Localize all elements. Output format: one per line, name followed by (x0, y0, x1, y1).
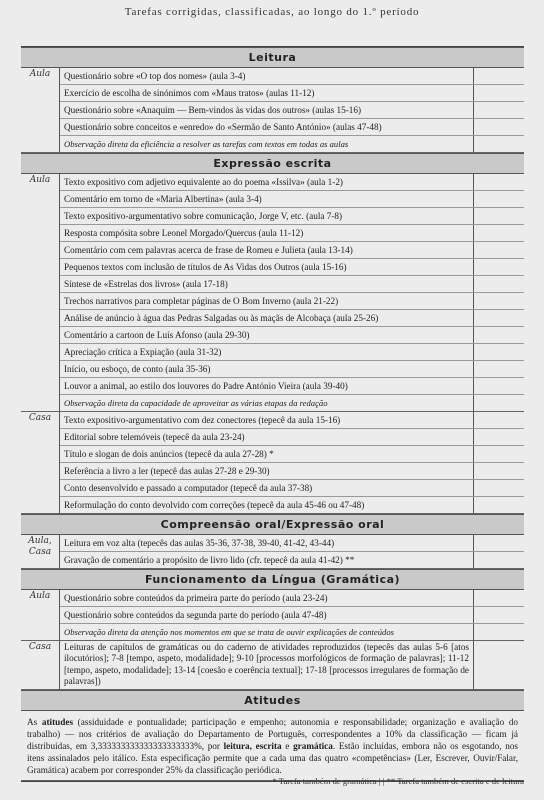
grade-cell (473, 624, 524, 640)
section-heading-expressao: Expressão escrita (21, 153, 524, 174)
table-row: Louvor a animal, ao estilo dos louvores do Padre António Vieira (aula 39-40) (60, 378, 524, 395)
grade-cell (473, 136, 524, 152)
block-label: Casa (21, 641, 60, 689)
table-row: Comentário em torno de «Maria Albertina» (aula 3-4) (60, 191, 524, 208)
section-heading-atitudes: Atitudes (21, 690, 524, 711)
table-row-observation: Observação direta da eficiência a resolver as tarefas com textos em todas as aulas (60, 136, 524, 152)
block-label: Aula (21, 174, 60, 411)
section-heading-leitura: Leitura (21, 47, 524, 68)
grade-cell (473, 429, 524, 445)
grade-cell (473, 191, 524, 207)
grade-cell (473, 535, 524, 551)
grade-cell (473, 119, 524, 135)
table-row: Análise de anúncio à água das Pedras Salgadas ou às maçãs de Alcobaça (aula 25-26) (60, 310, 524, 327)
table-row: Questionário sobre «Anaquim — Bem-vindos às vidas dos outros» (aulas 15-16) (60, 102, 524, 119)
block-expressao-casa (21, 412, 524, 514)
table-row: Comentário com cem palavras acerca de frase de Romeu e Julieta (aula 13-14) (60, 242, 524, 259)
table-row: Início, ou esboço, de conto (aula 35-36) (60, 361, 524, 378)
table-row: Referência a livro a ler (tepecê das aulas 27-28 e 29-30) (60, 463, 524, 480)
table-row: Apreciação crítica a Expiação (aula 31-32) (60, 344, 524, 361)
grade-cell (473, 590, 524, 606)
grade-cell (473, 293, 524, 309)
table-row: Síntese de «Estrelas dos livros» (aula 17-18) (60, 276, 524, 293)
grade-cell (473, 276, 524, 292)
grade-cell (473, 497, 524, 513)
grade-cell (473, 85, 524, 101)
block-leitura-aula (21, 68, 524, 153)
table-row: Comentário a cartoon de Luís Afonso (aula 29-30) (60, 327, 524, 344)
block-compreensao (21, 535, 524, 569)
table-row: Trechos narrativos para completar páginas de O Bom Inverno (aula 21-22) (60, 293, 524, 310)
footnote: * Tarefa também de gramática | | ** Tarefa também de escrita e de leitura (272, 776, 524, 786)
grade-cell (473, 446, 524, 462)
table-row: Questionário sobre conceitos e «enredo» do «Sermão de Santo António» (aulas 47-48) (60, 119, 524, 136)
block-label: Casa (21, 412, 60, 513)
table-row: Editorial sobre telemóveis (tepecê da aula 23-24) (60, 429, 524, 446)
grade-cell (473, 259, 524, 275)
grade-cell (473, 641, 524, 689)
table-row: Gravação de comentário a propósito de livro lido (cfr. tepecê da aula 41-42) ** (60, 552, 524, 568)
table-row-observation: Observação direta da capacidade de aproveitar as várias etapas da redação (60, 395, 524, 411)
block-expressao-aula (21, 174, 524, 412)
grade-cell (473, 225, 524, 241)
grade-cell (473, 310, 524, 326)
block-label: Aula, Casa (21, 535, 60, 568)
table-row: Pequenos textos com inclusão de títulos de As Vidas dos Outros (aula 15-16) (60, 259, 524, 276)
grade-cell (473, 327, 524, 343)
grade-cell (473, 344, 524, 360)
grade-cell (473, 242, 524, 258)
table-row: Questionário sobre conteúdos da primeira parte do período (aula 23-24) (60, 590, 524, 607)
atitudes-paragraph: As atitudes (assiduidade e pontualidade; participação e empenho; autonomia e responsabilidade; organização e avaliação do trabalho) — nos critérios de avaliação do Departamento de Português, correspondentes a 10% da classificação — ficam já distribuídas, em 3,333333333333333333333%, por leitura, escrita e gramática. Estão incluídas, embora não os esgotando, nos itens assinalados pelo itálico. Esta especificação permite que a cada uma das quatro «competências» (Ler, Escrever, Ouvir/Falar, Gramática) acabem por corresponder 25% da classificação periódica. (21, 711, 524, 781)
block-label: Aula (21, 68, 60, 152)
grade-cell (473, 208, 524, 224)
block-funcionamento-casa (21, 641, 524, 690)
grade-cell (473, 552, 524, 568)
grade-cell (473, 607, 524, 623)
table-row: Conto desenvolvido e passado a computador (tepecê da aula 37-38) (60, 480, 524, 497)
table-row: Leituras de capítulos de gramáticas ou do caderno de atividades reproduzidos (tepecês das aulas 5-6 [atos ilocutórios]; 7-8 [tempo, aspeto, modalidade]; 9-10 [processos morfológicos de formação de palavras]; 11-12 [tempo, aspeto, modalidade]; 13-14 [coesão e coerência textual]; 17-18 [processos irregulares de formação de palavras]) (60, 641, 524, 689)
page-title: Tarefas corrigidas, classificadas, ao longo do 1.º período (124, 6, 420, 18)
grade-cell (473, 102, 524, 118)
grade-cell (473, 378, 524, 394)
section-heading-funcionamento: Funcionamento da Língua (Gramática) (21, 569, 524, 590)
table-row: Leitura em voz alta (tepecês das aulas 35-36, 37-38, 39-40, 41-42, 43-44) (60, 535, 524, 552)
block-funcionamento-aula (21, 590, 524, 641)
grade-cell (473, 174, 524, 190)
table-row-observation: Observação direta da atenção nos momentos em que se trata de ouvir explicações de conteúdos (60, 624, 524, 640)
grade-cell (473, 463, 524, 479)
table-row: Questionário sobre conteúdos da segunda parte do período (aula 47-48) (60, 607, 524, 624)
section-heading-compreensao: Compreensão oral/Expressão oral (21, 514, 524, 535)
table-row: Texto expositivo-argumentativo com dez conectores (tepecê da aula 15-16) (60, 412, 524, 429)
table-row: Questionário sobre «O top dos nomes» (aula 3-4) (60, 68, 524, 85)
table-row: Texto expositivo-argumentativo sobre comunicação, Jorge V, etc. (aula 7-8) (60, 208, 524, 225)
table-row: Exercício de escolha de sinónimos com «Maus tratos» (aulas 11-12) (60, 85, 524, 102)
block-label: Aula (21, 590, 60, 640)
table-row: Resposta compósita sobre Leonel Morgado/Quercus (aula 11-12) (60, 225, 524, 242)
grade-cell (473, 412, 524, 428)
table-row: Título e slogan de dois anúncios (tepecê da aula 27-28) * (60, 446, 524, 463)
grade-cell (473, 480, 524, 496)
table-row: Reformulação do conto devolvido com correções (tepecê da aula 45-46 ou 47-48) (60, 497, 524, 513)
grade-cell (473, 395, 524, 411)
table-row: Texto expositivo com adjetivo equivalente ao do poema «Issilva» (aula 1-2) (60, 174, 524, 191)
grade-cell (473, 68, 524, 84)
grade-cell (473, 361, 524, 377)
tasks-table (21, 46, 524, 782)
